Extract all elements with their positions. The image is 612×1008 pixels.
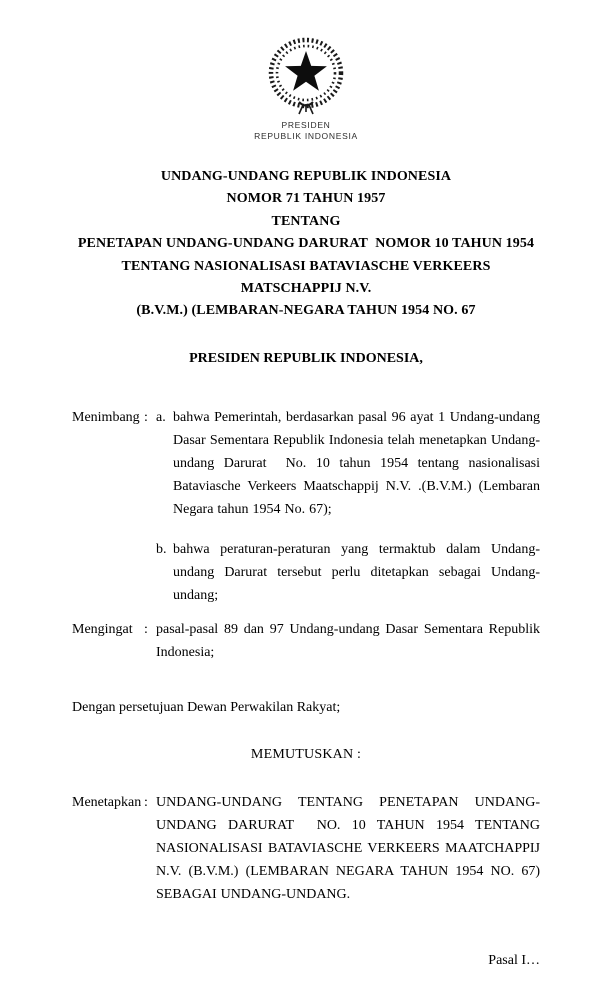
clause-mengingat-separator: :: [144, 621, 148, 637]
menetapkan-text: UNDANG-UNDANG TENTANG PENETAPAN UNDANG-UNDANG DARURAT NO. 10 TAHUN 1954 TENTANG NASIONALISASI BATAVIASCHE VERKEERS MAATCHAPPIJ N.V. (B.V.M.) (LEMBARAN NEGARA TAHUN 1954 NO. 67) SEBAGAI UNDANG-UNDANG.: [156, 794, 540, 902]
title-line-3: TENTANG: [271, 213, 341, 229]
menimbang-item-b-text: bahwa peraturan-peraturan yang termaktub dalam Undang-undang Darurat tersebut perlu ditetapkan sebagai Undang-undang;: [173, 541, 540, 603]
emblem-caption-republik-indonesia: REPUBLIK INDONESIA: [254, 131, 358, 141]
clause-menetapkan-separator: :: [144, 794, 148, 810]
mengingat-text: pasal-pasal 89 dan 97 Undang-undang Dasar Sementara Republik Indonesia;: [156, 621, 540, 660]
title-line-6: (B.V.M.) (LEMBARAN-NEGARA TAHUN 1954 NO. 67: [136, 303, 476, 319]
clause-menetapkan-label: Menetapkan: [72, 794, 142, 810]
clause-mengingat: [72, 618, 540, 664]
emblem-caption-presiden: PRESIDEN: [281, 120, 331, 130]
document-body: [72, 166, 540, 972]
document-title: [72, 166, 540, 323]
preamble-heading: PRESIDEN REPUBLIK INDONESIA,: [189, 350, 423, 366]
menimbang-item-a: [156, 406, 540, 521]
clause-menetapkan: [72, 791, 540, 906]
continuation-marker: Pasal I…: [488, 952, 540, 968]
menimbang-item-a-text: bahwa Pemerintah, berdasarkan pasal 96 ayat 1 Undang-undang Dasar Sementara Republik Indonesia telah menetapkan Undang-undang Darurat No. 10 tahun 1954 tentang nasionalisasi Bataviasche Verkeers Maatschappij N.V. .(B.V.M.) (Lembaran Negara tahun 1954 No. 67);: [173, 409, 540, 517]
presidential-emblem: [0, 0, 612, 142]
clause-menimbang-separator: :: [144, 409, 148, 425]
decision-heading: MEMUTUSKAN :: [250, 746, 362, 762]
menimbang-item-b-marker: b.: [156, 541, 167, 557]
menimbang-item-b: [156, 538, 540, 607]
clause-menimbang-label: Menimbang: [72, 409, 140, 425]
menimbang-item-a-marker: a.: [156, 409, 166, 425]
title-line-1: UNDANG-UNDANG REPUBLIK INDONESIA: [160, 169, 452, 184]
clause-mengingat-label: Mengingat: [72, 621, 133, 637]
star-wreath-emblem-icon: [266, 36, 346, 118]
title-line-4: PENETAPAN UNDANG-UNDANG DARURAT NOMOR 10 TAHUN 1954: [77, 236, 535, 252]
agreement-line: Dengan persetujuan Dewan Perwakilan Rakyat;: [72, 699, 341, 715]
title-line-2: NOMOR 71 TAHUN 1957: [226, 191, 386, 207]
title-line-5: TENTANG NASIONALISASI BATAVIASCHE VERKEERS MATSCHAPPIJ N.V.: [121, 258, 491, 297]
clause-menimbang: [72, 406, 540, 607]
